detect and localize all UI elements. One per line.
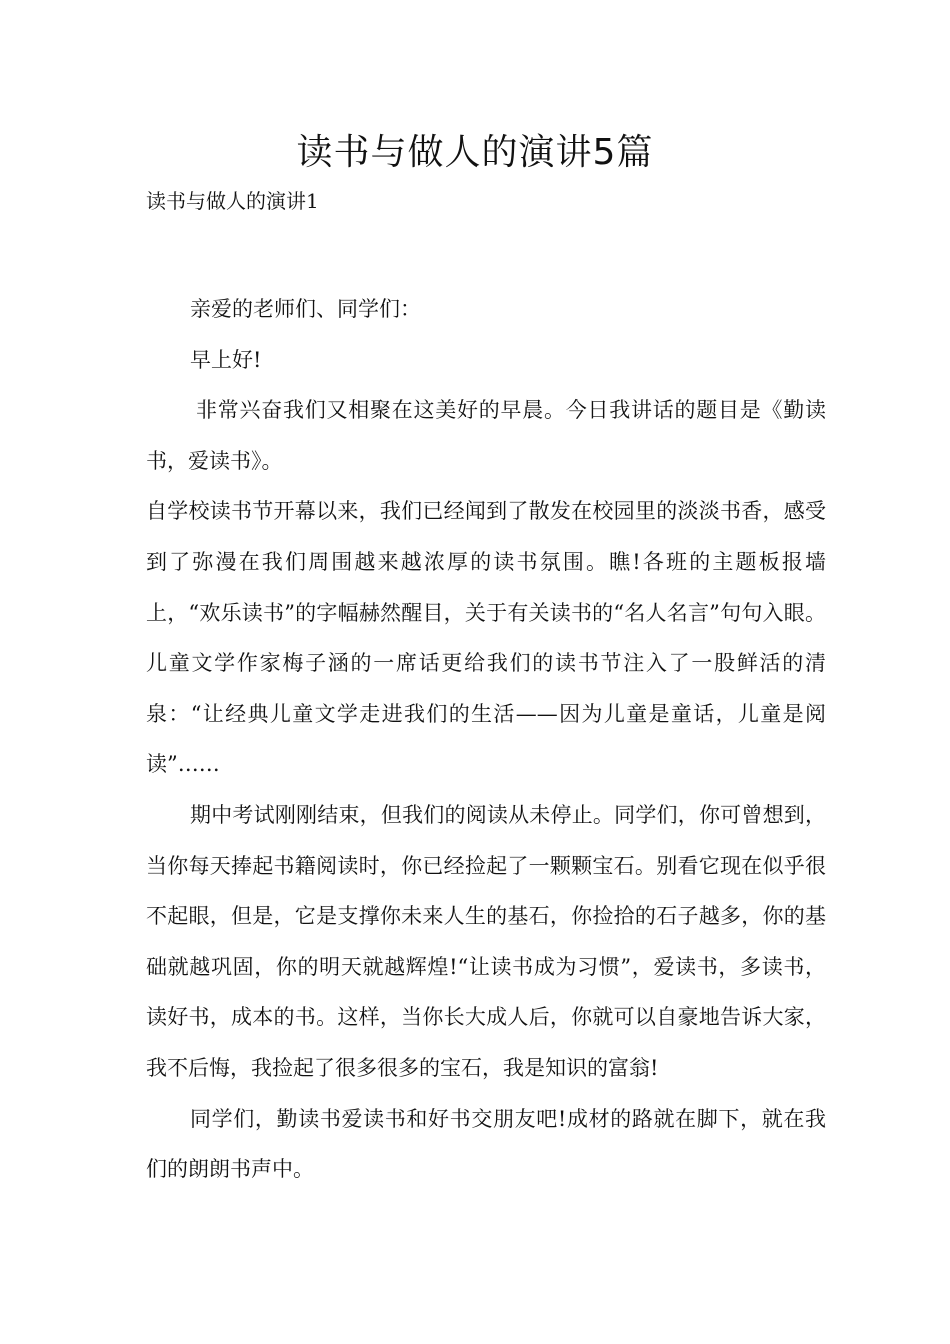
greeting-paragraph: 早上好! [190, 347, 262, 372]
section-heading: 读书与做人的演讲1 [146, 189, 319, 213]
closing-paragraph: 同学们，勤读书爱读书和好书交朋友吧!成材的路就在脚下，就在我们的朗朗书声中。 [146, 1106, 826, 1182]
speech-body [146, 284, 826, 1195]
document-title: 读书与做人的演讲5篇 [296, 132, 654, 173]
opening-paragraph: 非常兴奋我们又相聚在这美好的早晨。今日我讲话的题目是《勤读书，爱读书》。 [146, 398, 826, 473]
gemstone-paragraph: 期中考试刚刚结束，但我们的阅读从未停止。同学们，你可曾想到，当你每天捧起书籍阅读时，你已经捡起了一颗颗宝石。别看它现在似乎很不起眼，但是，它是支撑你未来人生的基石，你捡拾的石子越多，你的基础就越巩固，你的明天就越辉煌!“让读书成为习惯”，爱读书，多读书，读好书，成本的书。这样，当你长大成人后，你就可以自豪地告诉大家，我不后悔，我捡起了很多很多的宝石，我是知识的富翁! [146, 802, 826, 1080]
salutation-paragraph: 亲爱的老师们、同学们： [190, 297, 421, 321]
reading-festival-paragraph: 自学校读书节开幕以来，我们已经闻到了散发在校园里的淡淡书香，感受到了弥漫在我们周围越来越浓厚的读书氛围。瞧!各班的主题板报墙上，“欢乐读书”的字幅赫然醒目，关于有关读书的“名人名言”句句入眼。儿童文学作家梅子涵的一席话更给我们的读书节注入了一股鲜活的清泉：“让经典儿童文学走进我们的生活——因为儿童是童话，儿童是阅读”…… [146, 499, 826, 777]
